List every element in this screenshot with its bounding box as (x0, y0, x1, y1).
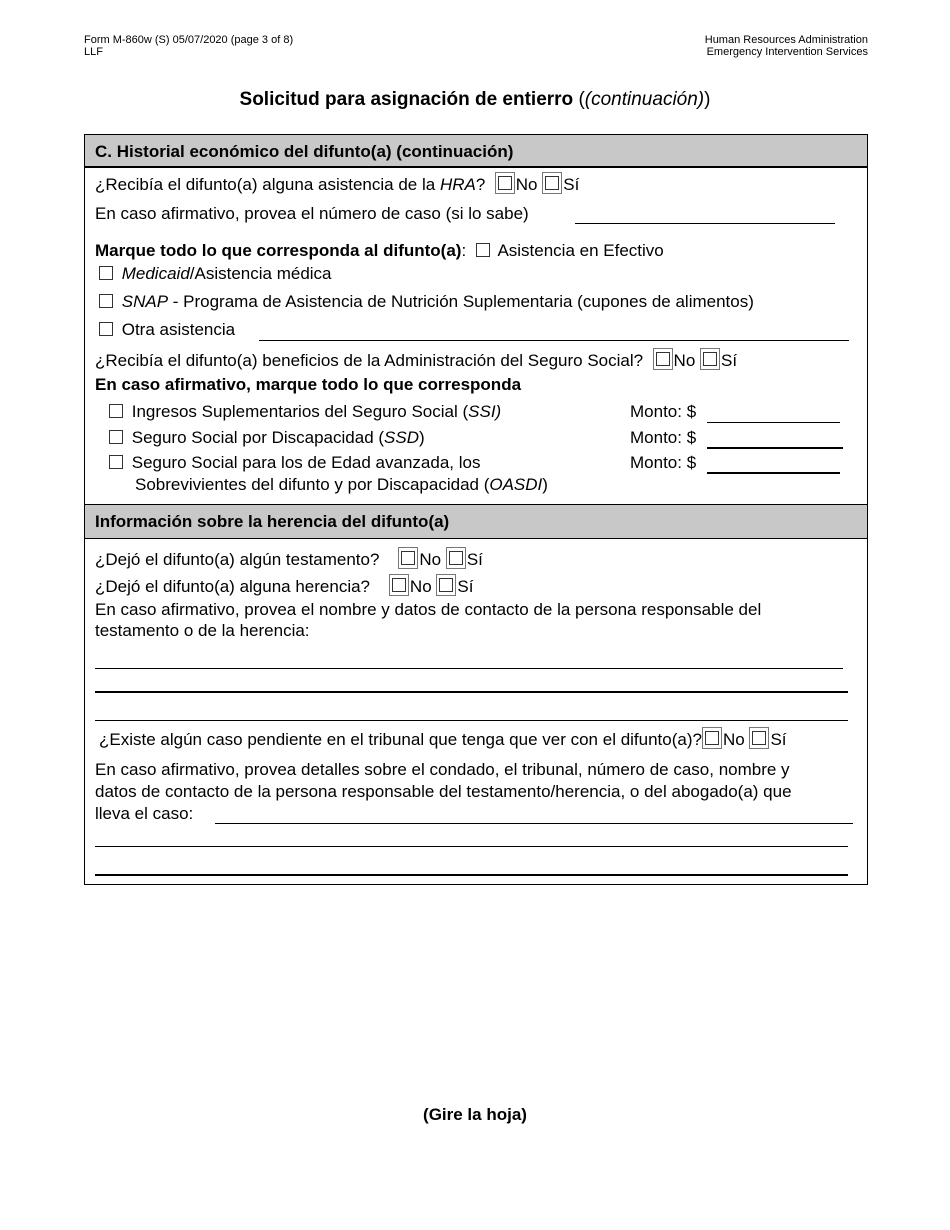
snap-label: - Programa de Asistencia de Nutrición Suplementaria (cupones de alimentos) (168, 292, 754, 311)
court-no-checkbox[interactable] (702, 727, 722, 749)
ssi-row (109, 402, 501, 422)
ssa-yes-label: Sí (721, 351, 738, 370)
medicaid-checkbox[interactable] (99, 266, 113, 280)
medicaid-label: /Asistencia médica (189, 264, 332, 283)
oasdi-checkbox[interactable] (109, 455, 123, 469)
court-instructions-3: lleva el caso: (95, 804, 194, 823)
court-no-label: No (722, 730, 745, 749)
form-id: Form M-860w (S) 05/07/2020 (page 3 of 8) (84, 34, 294, 46)
mark-all-label: Marque todo lo que corresponda al difunto(a) (95, 241, 462, 260)
ssd-row (109, 428, 425, 448)
ssa-mark-all: En caso afirmativo, marque todo lo que corresponda (95, 375, 522, 394)
form-id-block (84, 34, 293, 58)
mark-all-row (95, 241, 664, 261)
oasdi-amount-label: Monto: $ (630, 453, 697, 472)
ssd-paren: ) (419, 428, 425, 447)
oasdi-row (109, 453, 480, 473)
will-no-label: No (419, 550, 442, 569)
contact-instructions-1: En caso afirmativo, provea el nombre y datos de contacto de la persona responsable del (95, 600, 762, 619)
court-yes-label: Sí (770, 730, 787, 749)
hra-q-text: ¿Recibía el difunto(a) alguna asistencia de la (95, 175, 440, 194)
ssa-yes-checkbox[interactable] (700, 348, 720, 370)
ssd-amount-field[interactable] (707, 447, 843, 449)
department-name: Emergency Intervention Services (706, 46, 868, 58)
ssd-checkbox[interactable] (109, 430, 123, 444)
will-yes-label: Sí (466, 550, 483, 569)
oasdi-label-2: Sobrevivientes del difunto y por Discapacidad ( (135, 475, 490, 494)
contact-field-2[interactable] (95, 691, 848, 693)
case-number-field[interactable] (575, 223, 835, 224)
court-yes-checkbox[interactable] (749, 727, 769, 749)
ssi-amount-field[interactable] (707, 422, 840, 423)
page-title (0, 89, 950, 111)
will-q-text: ¿Dejó el difunto(a) algún testamento? (95, 550, 380, 569)
will-question (95, 547, 483, 570)
ssd-abbr: SSD (384, 428, 420, 447)
contact-field-3[interactable] (95, 720, 848, 721)
oasdi-paren: ) (542, 475, 548, 494)
hra-abbr: HRA (439, 175, 476, 194)
court-question (99, 727, 787, 750)
cash-label: Asistencia en Efectivo (497, 241, 664, 260)
court-field-1[interactable] (215, 823, 853, 824)
ssa-question (95, 348, 737, 371)
section-c-heading: C. Historial económico del difunto(a) (continuación) (85, 135, 867, 168)
snap-italic: SNAP (121, 292, 169, 311)
court-field-2[interactable] (95, 846, 848, 847)
other-assistance-label: Otra asistencia (121, 320, 236, 339)
hra-question (95, 172, 579, 195)
ssi-abbr: SSI) (468, 402, 502, 421)
oasdi-label-1: Seguro Social para los de Edad avanzada, los (131, 453, 481, 472)
ssi-amount-label: Monto: $ (630, 402, 697, 421)
contact-field-1[interactable] (95, 668, 843, 669)
snap-row (99, 292, 754, 312)
inherit-yes-checkbox[interactable] (436, 574, 456, 596)
inherit-no-checkbox[interactable] (389, 574, 409, 596)
ssd-amount-label: Monto: $ (630, 428, 697, 447)
inheritance-heading: Información sobre la herencia del difunto(a) (85, 504, 867, 539)
will-no-checkbox[interactable] (398, 547, 418, 569)
medicaid-row (99, 264, 332, 284)
contact-instructions-2: testamento o de la herencia: (95, 621, 310, 640)
court-field-3[interactable] (95, 874, 848, 876)
turn-page-note: (Gire la hoja) (423, 1105, 527, 1124)
title-sub-text: (continuación) (584, 89, 705, 110)
form-sub: LLF (84, 46, 103, 58)
title-sub: ((continuación)) (578, 89, 711, 110)
case-number-question: En caso afirmativo, provea el número de caso (si lo sabe) (95, 204, 529, 223)
ssa-no-checkbox[interactable] (653, 348, 673, 370)
other-assistance-checkbox[interactable] (99, 322, 113, 336)
ssi-label: Ingresos Suplementarios del Seguro Social ( (131, 402, 469, 421)
title-main: Solicitud para asignación de entierro (239, 89, 574, 110)
ssa-no-label: No (673, 351, 696, 370)
hra-yes-checkbox[interactable] (542, 172, 562, 194)
other-assistance-row (99, 320, 235, 340)
snap-checkbox[interactable] (99, 294, 113, 308)
ssi-checkbox[interactable] (109, 404, 123, 418)
inherit-yes-label: Sí (457, 577, 474, 596)
court-instructions-1: En caso afirmativo, provea detalles sobre el condado, el tribunal, número de caso, nombre y (95, 760, 790, 779)
mark-all-colon: : (461, 241, 467, 260)
medicaid-italic: Medicaid (121, 264, 190, 283)
agency-name: Human Resources Administration (704, 34, 868, 46)
inherit-no-label: No (409, 577, 432, 596)
will-yes-checkbox[interactable] (446, 547, 466, 569)
oasdi-row-2 (135, 475, 548, 495)
hra-no-checkbox[interactable] (495, 172, 515, 194)
form-frame (84, 134, 868, 885)
agency-block (705, 34, 868, 58)
hra-no-label: No (515, 175, 538, 194)
oasdi-abbr: OASDI (489, 475, 543, 494)
cash-checkbox[interactable] (476, 243, 490, 257)
hra-q-mark: ? (475, 175, 486, 194)
inherit-q-text: ¿Dejó el difunto(a) alguna herencia? (95, 577, 371, 596)
ssa-q-text: ¿Recibía el difunto(a) beneficios de la Administración del Seguro Social? (95, 351, 644, 370)
oasdi-amount-field[interactable] (707, 472, 840, 474)
inheritance-question (95, 574, 473, 597)
hra-yes-label: Sí (563, 175, 580, 194)
court-instructions-2: datos de contacto de la persona responsable del testamento/herencia, o del abogado(a) que (95, 782, 792, 801)
court-q-text: ¿Existe algún caso pendiente en el tribunal que tenga que ver con el difunto(a)? (99, 730, 702, 749)
other-assistance-field[interactable] (259, 340, 849, 341)
ssd-label: Seguro Social por Discapacidad ( (131, 428, 385, 447)
